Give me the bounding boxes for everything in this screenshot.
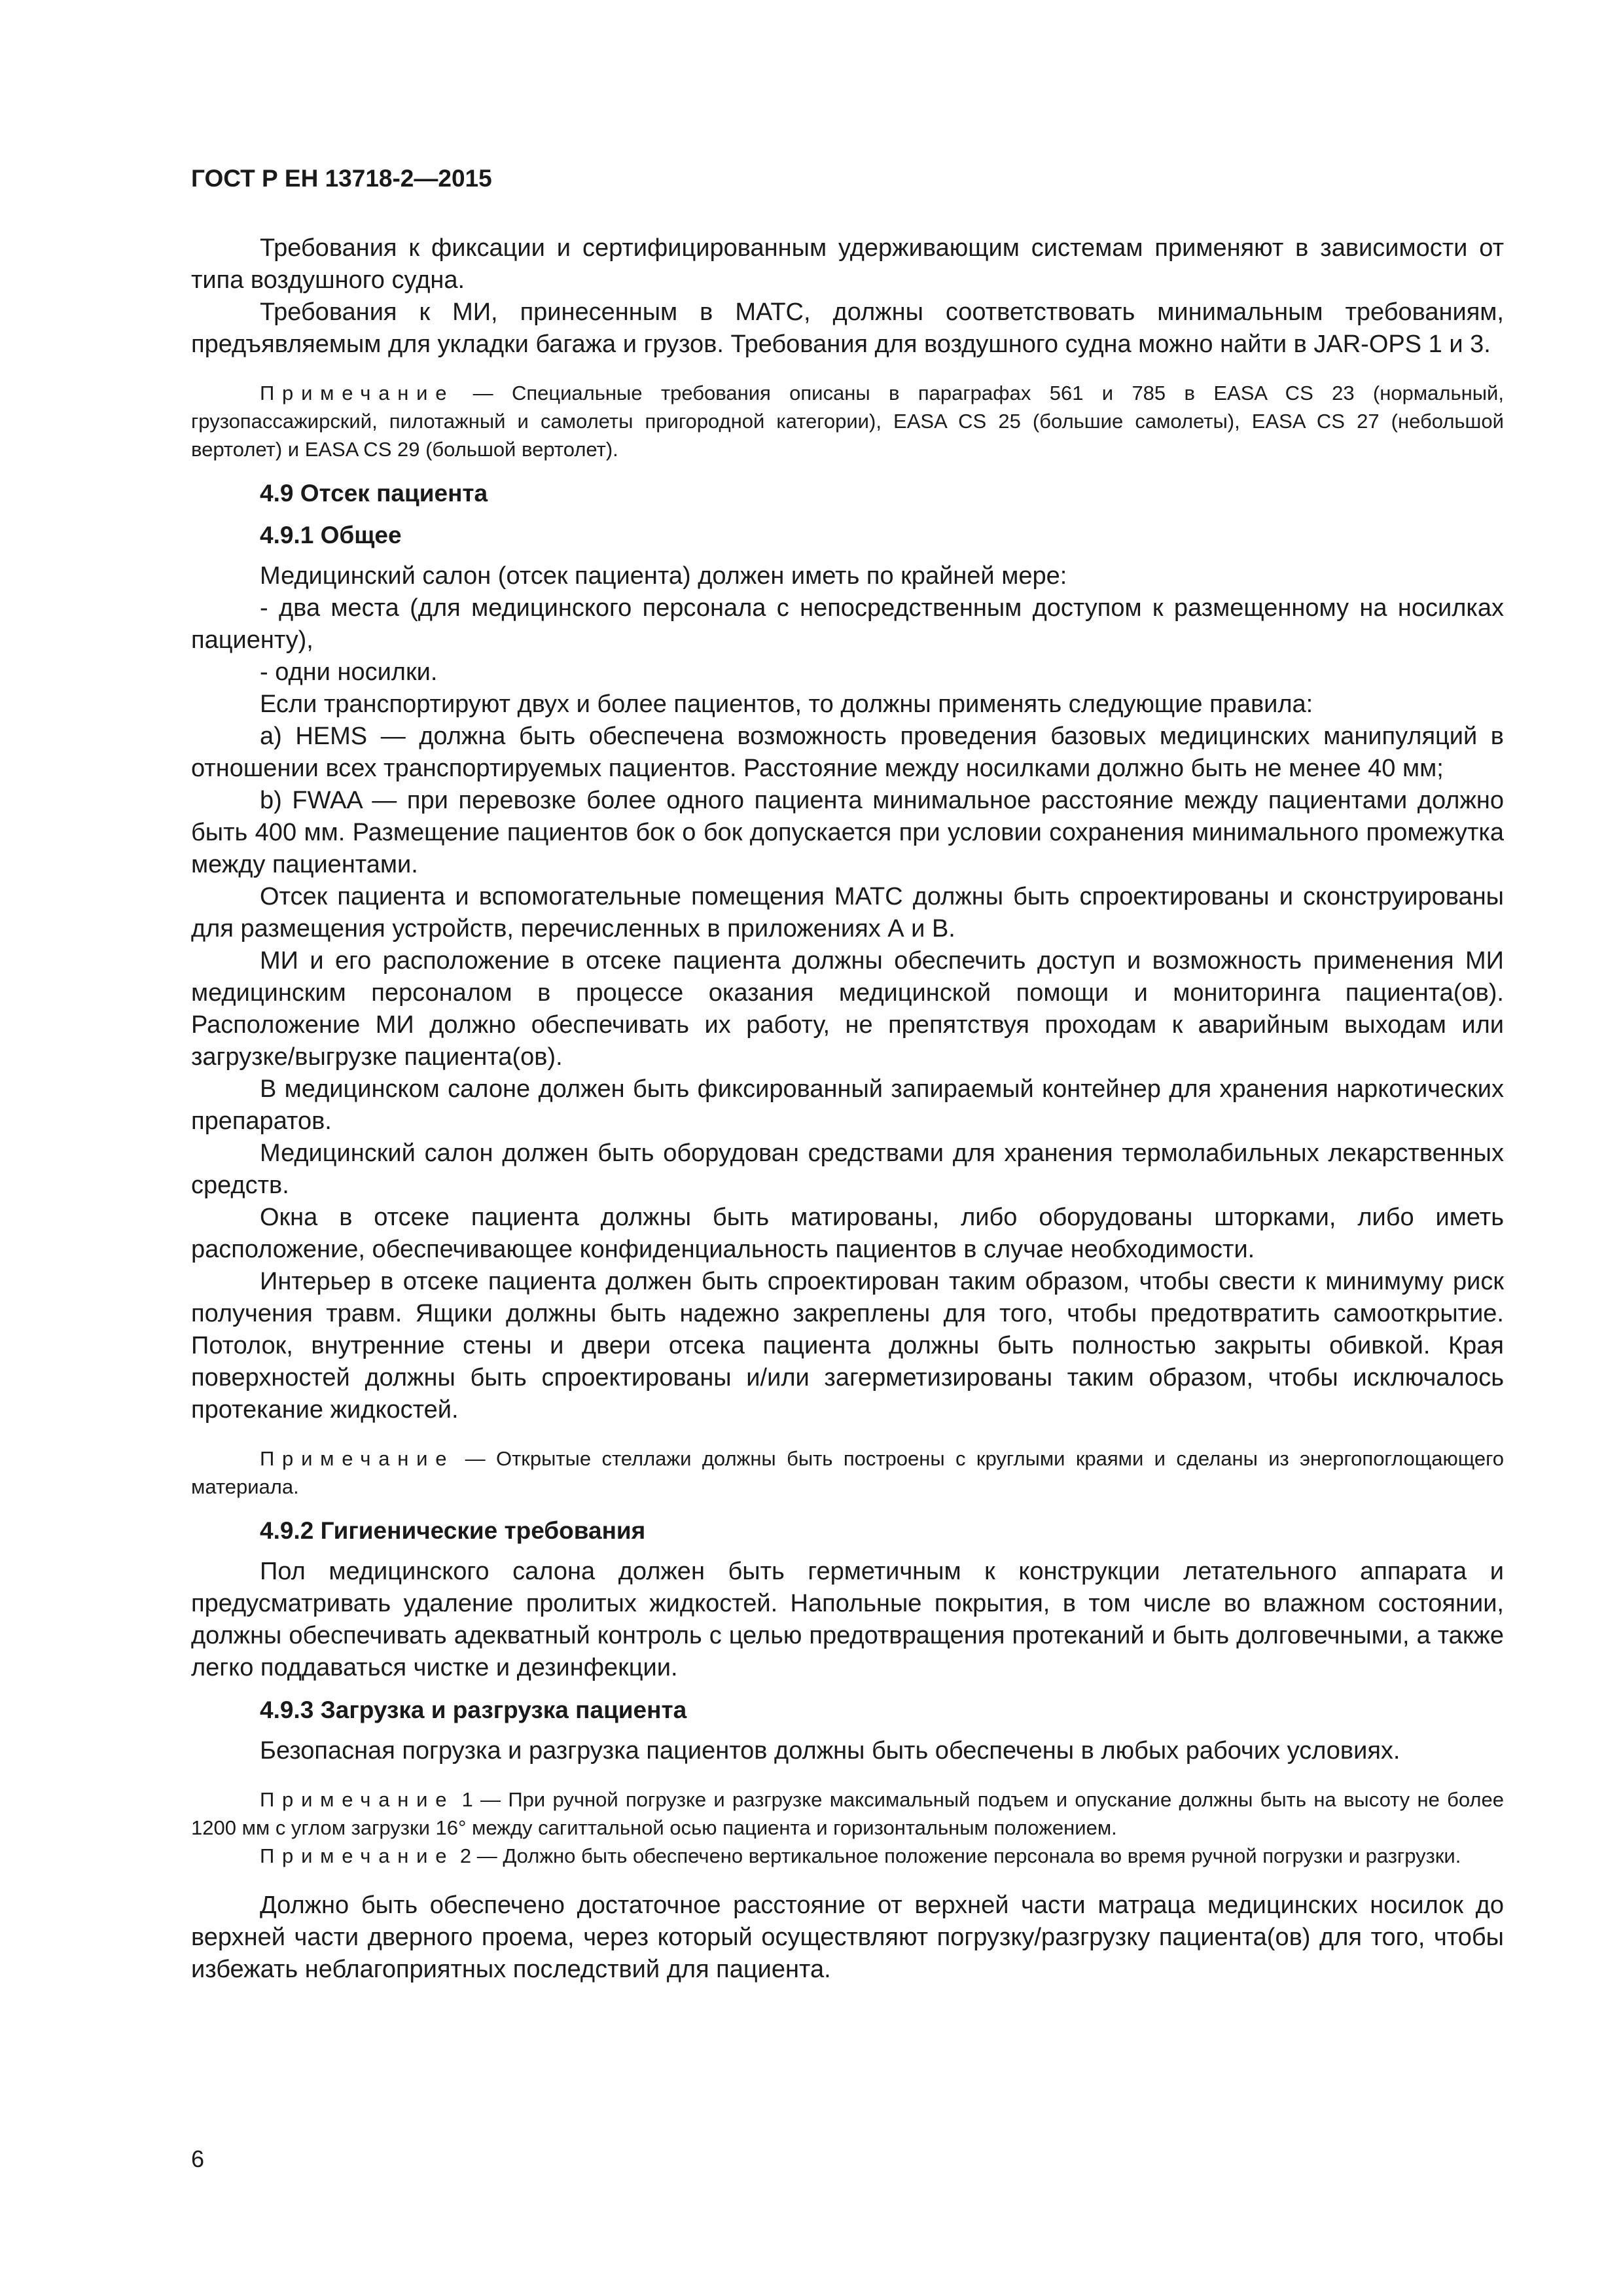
paragraph: Окна в отсеке пациента должны быть матированы, либо оборудованы шторками, либо иметь расположение, обеспечивающее конфиденциальность пациентов в случае необходимости. [191,1204,1504,1263]
section-heading-4-9-3: 4.9.3 Загрузка и разгрузка пациента [260,1696,687,1723]
list-item: b) FWAA — при перевозке более одного пациента минимальное расстояние между пациентами должно быть 400 мм. Размещение пациентов бок о бок допускается при условии сохранения минимального промежутка между пациентами. [191,787,1504,878]
list-item: a) HEMS — должна быть обеспечена возможность проведения базовых медицинских манипуляций в отношении всех транспортируемых пациентов. Расстояние между носилками должно быть не менее 40 мм; [191,723,1504,782]
paragraph: Если транспортируют двух и более пациентов, то должны применять следующие правила: [260,691,1313,718]
paragraph: МИ и его расположение в отсеке пациента должны обеспечить доступ и возможность применения МИ медицинским персоналом в процессе оказания медицинской помощи и мониторинга пациента(ов). Расположение МИ должно обеспечивать их работу, не препятствуя проходам к аварийным выходам или загрузке/выгрузке пациента(ов). [191,947,1504,1071]
section-heading-4-9-1: 4.9.1 Общее [260,522,402,548]
paragraph: Требования к фиксации и сертифицированным удерживающим системам применяют в зависимости от типа воздушного судна. [191,234,1504,294]
paragraph: Безопасная погрузка и разгрузка пациентов должны быть обеспечены в любых рабочих условиях. [260,1737,1400,1765]
note-label: Примечание [260,382,455,404]
note-2: Примечание — Открытые стеллажи должны быть построены с круглыми краями и сделаны из энергопоглощающего материала. [191,1447,1504,1498]
note-4: Примечание 2 — Должно быть обеспечено вертикальное положение персонала во время ручной погрузки и разгрузки. [260,1844,1461,1867]
document-header: ГОСТ Р ЕН 13718-2—2015 [191,165,492,192]
note-label: Примечание [260,1844,455,1867]
paragraph: Интерьер в отсеке пациента должен быть спроектирован таким образом, чтобы свести к минимуму риск получения травм. Ящики должны быть надежно закреплены для того, чтобы предотвратить самооткрытие. Потолок, внутренние стены и двери отсека пациента должны быть полностью закрыты обивкой. Края поверхностей должны быть спроектированы и/или загерметизированы таким образом, чтобы исключалось протекание жидкостей. [191,1268,1504,1424]
list-item: - одни носилки. [260,658,438,686]
list-item: - два места (для медицинского персонала с непосредственным доступом к размещенному на носилках пациенту), [191,594,1504,654]
paragraph: Пол медицинского салона должен быть герметичным к конструкции летательного аппарата и предусматривать удаление пролитых жидкостей. Напольные покрытия, в том числе во влажном состоянии, должны обеспечивать адекватный контроль с целью предотвращения протеканий и быть долговечными, а также легко поддаваться чистке и дезинфекции. [191,1558,1504,1681]
note-3: Примечание 1 — При ручной погрузке и разгрузке максимальный подъем и опускание должны быть на высоту не более 1200 мм с углом загрузки 16° между сагиттальной осью пациента и горизонтальным положением. [191,1788,1504,1839]
section-heading-4-9: 4.9 Отсек пациента [260,480,488,507]
paragraph: Медицинский салон (отсек пациента) должен иметь по крайней мере: [260,562,1067,590]
note-label: Примечание [260,1788,455,1811]
note-1: Примечание — Специальные требования описаны в параграфах 561 и 785 в EASA CS 23 (нормальный, грузопассажирский, пилотажный и самолеты пригородной категории), EASA CS 25 (большие самолеты), EASA CS 27 (небольшой вертолет) и EASA CS 29 (большой вертолет). [191,382,1504,461]
paragraph: Медицинский салон должен быть оборудован средствами для хранения термолабильных лекарственных средств. [191,1139,1504,1199]
section-heading-4-9-2: 4.9.2 Гигиенические требования [260,1517,646,1544]
paragraph: В медицинском салоне должен быть фиксированный запираемый контейнер для хранения наркотических препаратов. [191,1075,1504,1135]
paragraph: Отсек пациента и вспомогательные помещения МАТС должны быть спроектированы и сконструированы для размещения устройств, перечисленных в приложениях А и В. [191,883,1504,942]
page-number: 6 [191,2145,205,2172]
note-label: Примечание [260,1447,455,1470]
paragraph: Требования к МИ, принесенным в МАТС, должны соответствовать минимальным требованиям, предъявляемым для укладки багажа и грузов. Требования для воздушного судна можно найти в JAR-OPS 1 и 3. [191,298,1504,358]
paragraph: Должно быть обеспечено достаточное расстояние от верхней части матраца медицинских носилок до верхней части дверного проема, через который осуществляют погрузку/разгрузку пациента(ов) для того, чтобы избежать неблагоприятных последствий для пациента. [191,1892,1504,1983]
